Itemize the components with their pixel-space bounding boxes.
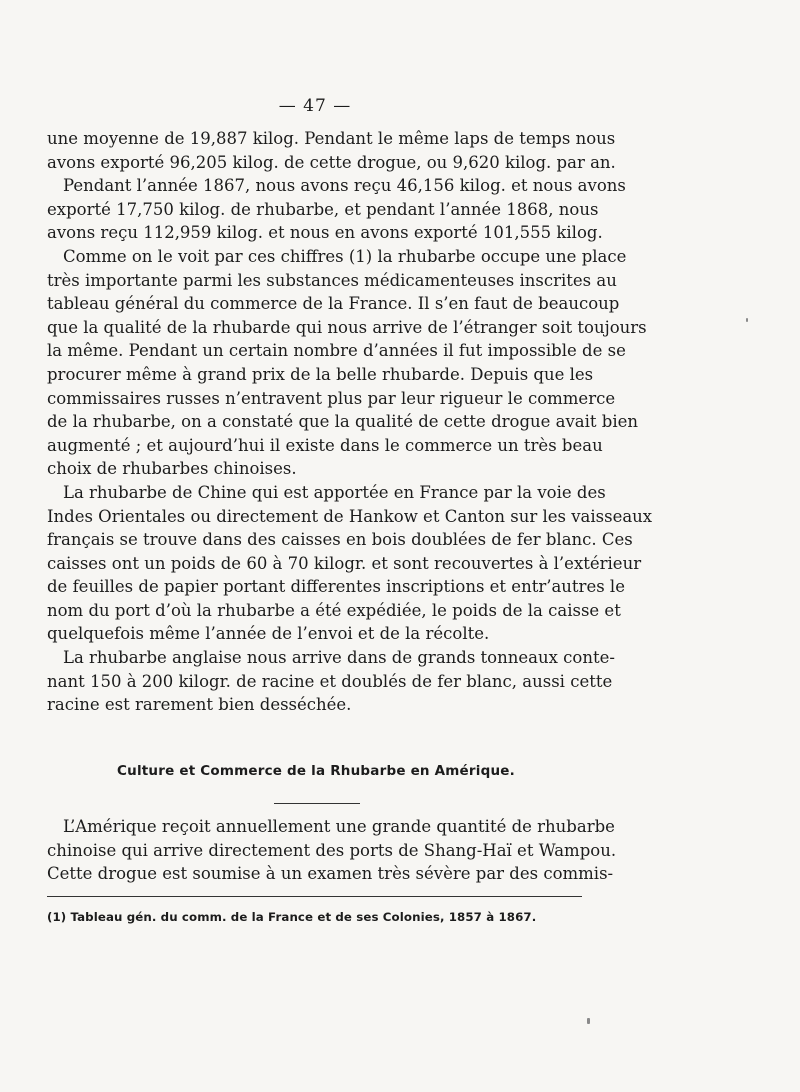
text-line: nom du port d’où la rhubarbe a été expédiée, le poids de la caisse et — [47, 600, 621, 620]
section-divider — [274, 803, 360, 804]
text-line: que la qualité de la rhubarde qui nous arrive de l’étranger soit toujours — [47, 317, 647, 337]
text-line: une moyenne de 19,887 kilog. Pendant le même laps de temps nous — [47, 129, 616, 148]
text-line: caisses ont un poids de 60 à 70 kilogr. et sont recouvertes à l’extérieur — [47, 553, 642, 573]
paragraph-6 — [47, 815, 617, 886]
paper-speck — [746, 318, 748, 322]
paragraph-3 — [47, 245, 647, 481]
paragraph-5 — [47, 646, 615, 717]
text-line: quelquefois même l’année de l’envoi et de la récolte. — [47, 624, 490, 644]
paragraph-1 — [47, 127, 616, 174]
footnote-divider — [47, 896, 582, 897]
paragraph-4 — [47, 481, 653, 646]
text-line: français se trouve dans des caisses en bois doublées de fer blanc. Ces — [47, 530, 633, 550]
text-line: de la rhubarbe, on a constaté que la qualité de cette drogue avait bien — [47, 412, 639, 432]
text-line: chinoise qui arrive directement des ports de Shang-Haï et Wampou. — [47, 840, 617, 860]
paragraph-2 — [47, 174, 626, 245]
text-line: choix de rhubarbes chinoises. — [47, 459, 297, 479]
text-line: la même. Pendant un certain nombre d’années il fut impossible de se — [47, 341, 626, 361]
text-line: exporté 17,750 kilog. de rhubarbe, et pendant l’année 1868, nous — [47, 199, 599, 219]
section-text — [47, 815, 617, 886]
text-line: augmenté ; et aujourd’hui il existe dans le commerce un très beau — [47, 435, 603, 455]
text-line: racine est rarement bien desséchée. — [47, 695, 352, 715]
text-line: de feuilles de papier portant differentes inscriptions et entr’autres le — [47, 577, 625, 597]
text-line: très importante parmi les substances médicamenteuses inscrites au — [47, 270, 617, 290]
text-line: avons reçu 112,959 kilog. et nous en avons exporté 101,555 kilog. — [47, 223, 603, 243]
text-line: avons exporté 96,205 kilog. de cette drogue, ou 9,620 kilog. par an. — [47, 152, 616, 172]
text-line: Cette drogue est soumise à un examen très sévère par des commis- — [47, 864, 614, 884]
text-line: La rhubarbe de Chine qui est apportée en France par la voie des — [63, 482, 606, 502]
text-line: La rhubarbe anglaise nous arrive dans de grands tonneaux conte- — [63, 648, 615, 668]
page-number: — 47 — — [278, 96, 352, 116]
text-line: Pendant l’année 1867, nous avons reçu 46,156 kilog. et nous avons — [63, 176, 626, 196]
main-text — [47, 127, 653, 717]
footnote: (1) Tableau gén. du comm. de la France et de ses Colonies, 1857 à 1867. — [47, 910, 537, 924]
text-line: nant 150 à 200 kilogr. de racine et doublés de fer blanc, aussi cette — [47, 671, 613, 691]
text-line: Indes Orientales ou directement de Hankow et Canton sur les vaisseaux — [47, 506, 653, 526]
text-line: L’Amérique reçoit annuellement une grande quantité de rhubarbe — [63, 817, 615, 836]
text-line: procurer même à grand prix de la belle rhubarde. Depuis que les — [47, 364, 594, 384]
section-heading: Culture et Commerce de la Rhubarbe en Amérique. — [117, 763, 515, 779]
text-line: tableau général du commerce de la France. Il s’en faut de beaucoup — [47, 294, 620, 314]
paper-speck — [587, 1018, 590, 1024]
text-line: Comme on le voit par ces chiffres (1) la rhubarbe occupe une place — [63, 246, 627, 266]
text-line: commissaires russes n’entravent plus par leur rigueur le commerce — [47, 388, 616, 408]
